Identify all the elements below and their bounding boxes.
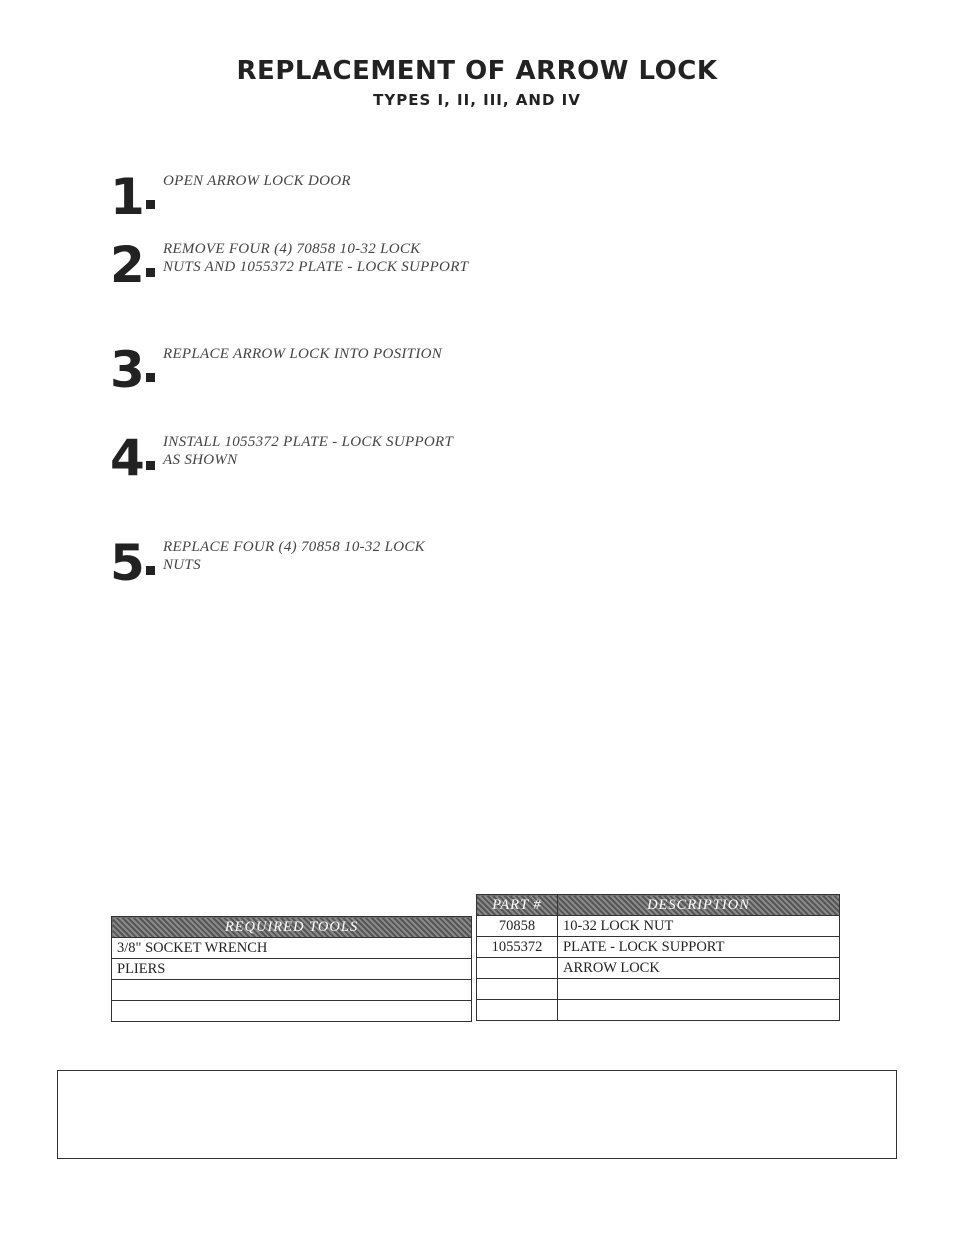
table-row: 1055372 PLATE - LOCK SUPPORT [477,937,840,958]
step-bullet [146,200,155,209]
table-row: PLIERS [112,959,472,980]
step-2 [110,236,610,300]
step-number: 2 [110,236,145,294]
step-instruction: OPEN ARROW LOCK DOOR [163,173,351,189]
step-3 [110,341,610,405]
step-4 [110,429,610,493]
step-number: 4 [110,429,145,487]
step-instruction: REMOVE FOUR (4) 70858 10-32 LOCK NUTS AND 1055372 PLATE - LOCK SUPPORT [163,241,469,275]
table-row: 70858 10-32 LOCK NUT [477,916,840,937]
page-subtitle: TYPES I, II, III, AND IV [373,91,581,109]
table-row: 3/8" SOCKET WRENCH [112,938,472,959]
step-bullet [146,268,155,277]
step-instruction: REPLACE FOUR (4) 70858 10-32 LOCK NUTS [163,539,425,573]
step-number: 1 [110,168,145,226]
table-row: ARROW LOCK [477,958,840,979]
part-number-header: PART # [477,895,558,916]
step-bullet [146,566,155,575]
step-number: 3 [110,341,145,399]
table-row [477,979,840,1000]
table-row [112,980,472,1001]
step-bullet [146,461,155,470]
table-row [112,1001,472,1022]
step-1 [110,168,610,232]
description-header: DESCRIPTION [558,895,840,916]
notes-box [57,1070,897,1159]
required-tools-table [111,916,472,1022]
step-instruction: REPLACE ARROW LOCK INTO POSITION [163,346,443,362]
step-number: 5 [110,534,145,592]
step-instruction: INSTALL 1055372 PLATE - LOCK SUPPORT AS SHOWN [163,434,454,468]
step-5 [110,534,610,598]
parts-table [476,894,840,1021]
page-title: REPLACEMENT OF ARROW LOCK [236,56,718,86]
tools-header: REQUIRED TOOLS [112,917,472,938]
step-bullet [146,373,155,382]
table-row [477,1000,840,1021]
